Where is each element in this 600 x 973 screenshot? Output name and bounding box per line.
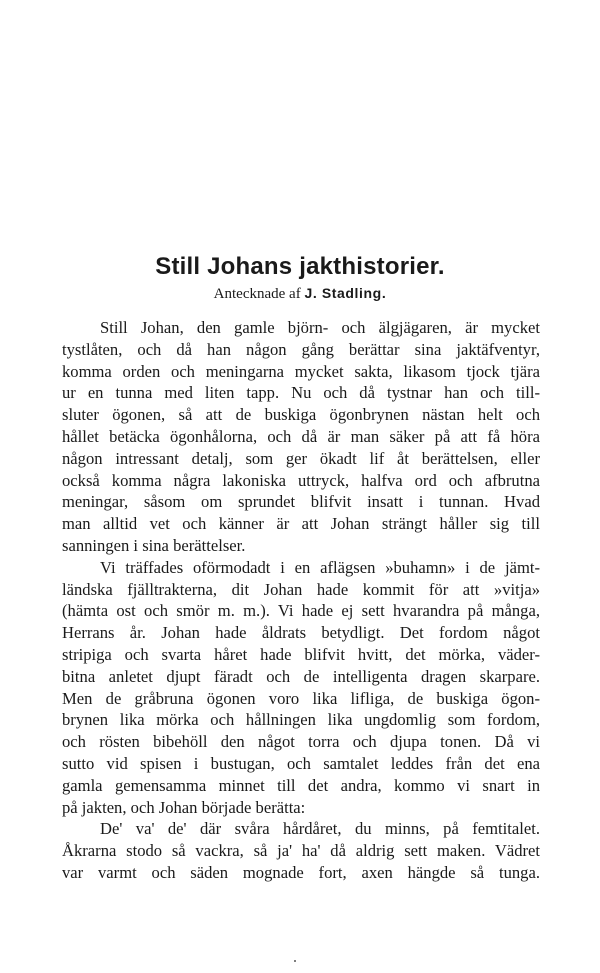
text-line: komma orden och meningarna mycket sakta, likasom tjock tjära <box>62 361 540 381</box>
text-line: hållet betäcka ögonhålorna, och då är man säker på att få höra <box>62 426 540 446</box>
text-line: Herrans år. Johan hade åldrats betydligt. Det fordom något <box>62 623 540 643</box>
text-line: De' va' de' där svåra hårdåret, du minns, på femtitalet. <box>100 819 540 839</box>
text-line: Vi träffades oförmodadt i en aflägsen »buhamn» i de jämt- <box>100 557 540 577</box>
text-line: Men de gråbruna ögonen voro lika lifliga, de buskiga ögon- <box>62 688 540 708</box>
author-name: J. Stadling. <box>304 285 387 301</box>
text-line: ländska fjälltrakterna, dit Johan hade kommit för att »vitja» <box>62 579 540 599</box>
text-line: sanningen i sina berättelser. <box>62 535 246 555</box>
text-line: Åkrarna stodo så vackra, så ja' ha' då aldrig sett maken. Vädret <box>62 841 540 861</box>
text-line: brynen lika mörka och hållningen lika ungdomlig som fordom, <box>62 710 540 730</box>
text-line: sutto vid spisen i bustugan, och samtalet leddes från det ena <box>62 753 540 773</box>
text-line: (hämta ost och smör m. m.). Vi hade ej sett hvarandra på många, <box>62 601 540 621</box>
byline-prefix: Antecknade af <box>213 286 301 302</box>
text-line: sluter ögonen, så att de buskiga ögonbrynen nästan helt och <box>62 405 540 425</box>
text-line: också komma några lakoniska uttryck, halfva ord och afbrutna <box>62 470 540 490</box>
text-line: på jakten, och Johan började berätta: <box>62 797 306 817</box>
text-line: stripiga och svarta håret hade blifvit hvitt, det mörka, väder- <box>62 644 540 664</box>
text-line: var varmt och säden mognade fort, axen hängde så tunga. <box>62 862 540 882</box>
text-line: Still Johan, den gamle björn- och älgjägaren, är mycket <box>100 318 540 337</box>
text-line: bitna anletet djupt färadt och de intelligenta dragen skarpare. <box>62 666 540 686</box>
byline <box>0 285 600 303</box>
text-line: tystlåten, och då han någon gång berättar sina jaktäfventyr, <box>62 339 540 359</box>
body-text <box>62 317 540 884</box>
text-line: meningar, såsom om sprundet blifvit insatt i tunnan. Hvad <box>62 492 540 512</box>
page-footer-mark <box>294 960 296 962</box>
page-title: Still Johans jakthistorier. <box>155 253 445 280</box>
text-line: ur en tunna med liten tapp. Nu och då tystnar han och till- <box>62 383 540 403</box>
text-line: och rösten bibehöll den något torra och djupa tonen. Då vi <box>62 732 540 752</box>
text-line: gamla gemensamma minnet till det andra, kommo vi snart in <box>62 775 540 795</box>
text-line: man alltid vet och känner är att Johan strängt håller sig till <box>62 514 540 534</box>
text-line: någon intressant detalj, som ger ökadt lif åt berättelsen, eller <box>62 448 540 468</box>
